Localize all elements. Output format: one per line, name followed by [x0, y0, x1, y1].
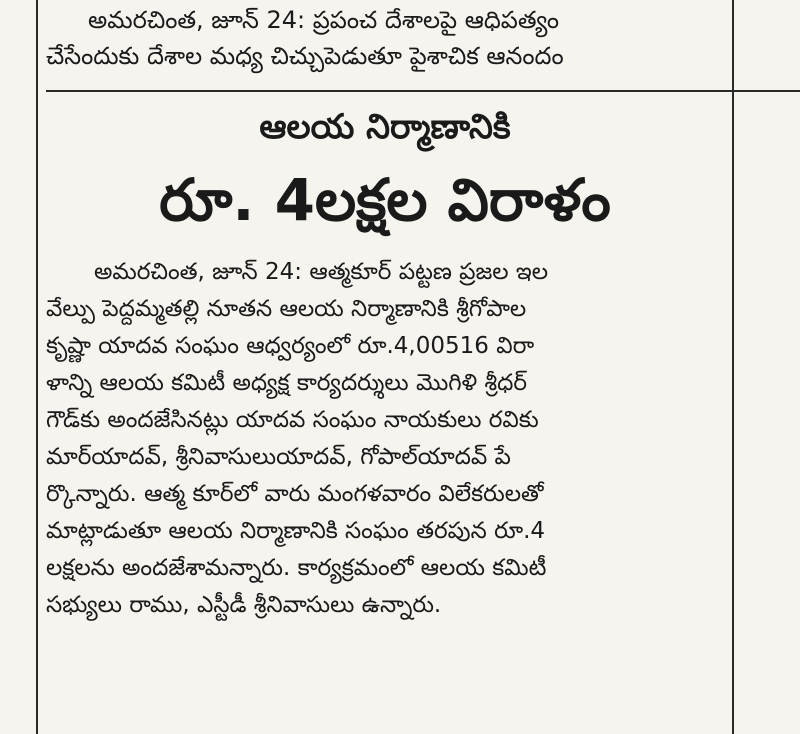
lead-line: అమరచింత, జూన్ 24: ప్రపంచ దేశాలపై ఆధిపత్యం — [88, 6, 560, 34]
article-headline: రూ. 4లక్షల విరాళం — [159, 166, 611, 234]
column-rule-left — [36, 0, 38, 734]
body-line: అమరచింత, జూన్ 24: ఆత్మకూర్ పట్టణ ప్రజల ఇల — [94, 259, 549, 285]
column-rule-right — [732, 0, 734, 734]
right-column-fragment — [744, 0, 800, 734]
left-column-fragment — [0, 0, 28, 734]
body-line: గౌడ్‌కు అందజేసినట్లు యాదవ సంఘం నాయకులు రవికు — [46, 407, 539, 433]
body-line: కృష్ణా యాదవ సంఘం ఆధ్వర్యంలో రూ.4,00516 విరా — [46, 333, 535, 359]
body-line: మార్‌యాదవ్, శ్రీనివాసులుయాదవ్, గోపాల్‌యాదవ్ పే — [46, 444, 511, 470]
body-line: సభ్యులు రాము, ఎస్టీడీ శ్రీనివాసులు ఉన్నారు. — [46, 592, 442, 618]
lead-line: చేసేందుకు దేశాల మధ్య చిచ్చుపెడుతూ పైశాచిక ఆనందం — [46, 42, 564, 70]
body-line: లక్షలను అందజేశామన్నారు. కార్యక్రమంలో ఆలయ కమిటీ — [46, 555, 547, 581]
article-body — [46, 254, 724, 624]
body-line: ర్కొన్నారు. ఆత్మ కూర్‌లో వారు మంగళవారం విలేకరులతో — [46, 481, 544, 507]
body-line: ళాన్ని ఆలయ కమిటీ అధ్యక్ష కార్యదర్శులు మొగిళి శ్రీధర్ — [46, 370, 528, 396]
main-column — [46, 0, 724, 734]
article-kicker: ఆలయ నిర్మాణానికి — [259, 107, 511, 147]
lead-text — [46, 2, 724, 74]
body-line: వేల్పు పెద్దమ్మతల్లి నూతన ఆలయ నిర్మాణానికి శ్రీగోపాల — [46, 296, 527, 322]
body-line: మాట్లాడుతూ ఆలయ నిర్మాణానికి సంఘం తరపున రూ.4 — [46, 518, 546, 544]
